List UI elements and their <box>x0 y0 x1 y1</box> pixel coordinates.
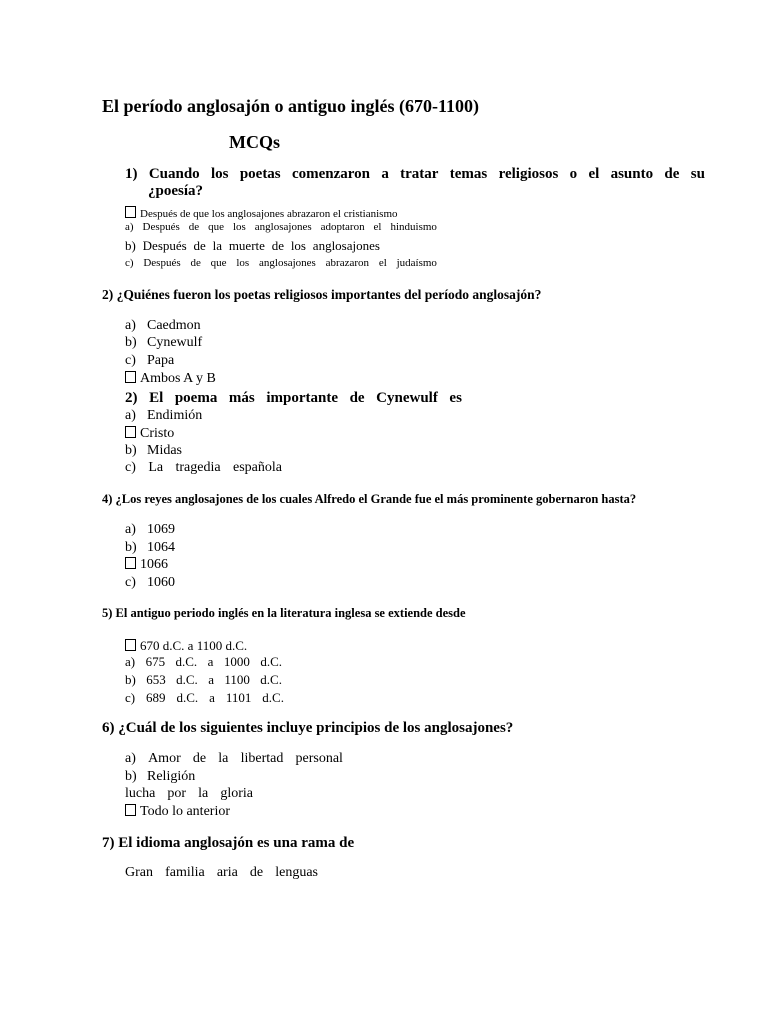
option-a: a) 1069 <box>125 522 175 537</box>
question-1-line-2: ¿poesía? <box>148 183 204 199</box>
checkbox-icon <box>125 639 136 651</box>
option-c: c) 1060 <box>125 575 175 590</box>
checkbox-icon <box>125 206 136 218</box>
option-extra: lucha por la gloria <box>125 786 253 801</box>
answer-option: 670 d.C. a 1100 d.C. <box>125 638 247 654</box>
option-b: b) Cynewulf <box>125 335 203 350</box>
answer-option: Después de que los anglosajones abrazaron el cristianismo <box>125 206 398 220</box>
option-b: b) 653 d.C. a 1100 d.C. <box>125 672 282 687</box>
option-a: a) Caedmon <box>125 318 201 333</box>
question-1-line-1: 1) Cuando los poetas comenzaron a tratar temas religiosos o el asunto de su <box>125 166 705 182</box>
option-a: a) Amor de la libertad personal <box>125 751 343 766</box>
answer-option: Todo lo anterior <box>125 804 230 820</box>
question-6: 6) ¿Cuál de los siguientes incluye principios de los anglosajones? <box>102 720 514 736</box>
answer-option: Cristo <box>125 426 174 442</box>
option-b: b) Midas <box>125 443 182 458</box>
option-c: c) Después de que los anglosajones abrazaron el judaísmo <box>125 257 437 269</box>
checkbox-icon <box>125 557 136 569</box>
question-2: 2) ¿Quiénes fueron los poetas religiosos importantes del período anglosajón? <box>102 287 542 302</box>
document-title: El período anglosajón o antiguo inglés (670-1100) <box>102 96 480 116</box>
question-5: 5) El antiguo periodo inglés en la literatura inglesa se extiende desde <box>102 606 466 620</box>
answer-option: 1066 <box>125 557 168 573</box>
checkbox-icon <box>125 804 136 816</box>
question-1 <box>125 166 705 200</box>
answer-option: Ambos A y B <box>125 371 216 387</box>
question-1-number: 1) <box>125 166 138 182</box>
option-c: c) Papa <box>125 353 175 368</box>
checkbox-icon <box>125 371 136 383</box>
question-3: 2) El poema más importante de Cynewulf es <box>125 390 462 406</box>
question-7: 7) El idioma anglosajón es una rama de <box>102 835 355 851</box>
checkbox-icon <box>125 426 136 438</box>
document-subtitle: MCQs <box>229 132 280 152</box>
option-a: a) 675 d.C. a 1000 d.C. <box>125 654 282 669</box>
option-b: b) Después de la muerte de los anglosajones <box>125 238 380 253</box>
option-c: c) La tragedia española <box>125 460 282 475</box>
option-c: c) 689 d.C. a 1101 d.C. <box>125 690 284 705</box>
option-a: a) Después de que los anglosajones adoptaron el hinduismo <box>125 221 437 233</box>
option-a: a) Endimión <box>125 408 203 423</box>
option-b: b) Religión <box>125 769 196 784</box>
answer-text: Gran familia aria de lenguas <box>125 865 318 880</box>
option-b: b) 1064 <box>125 540 175 555</box>
question-4: 4) ¿Los reyes anglosajones de los cuales Alfredo el Grande fue el más prominente gobernaron hasta? <box>102 492 637 506</box>
